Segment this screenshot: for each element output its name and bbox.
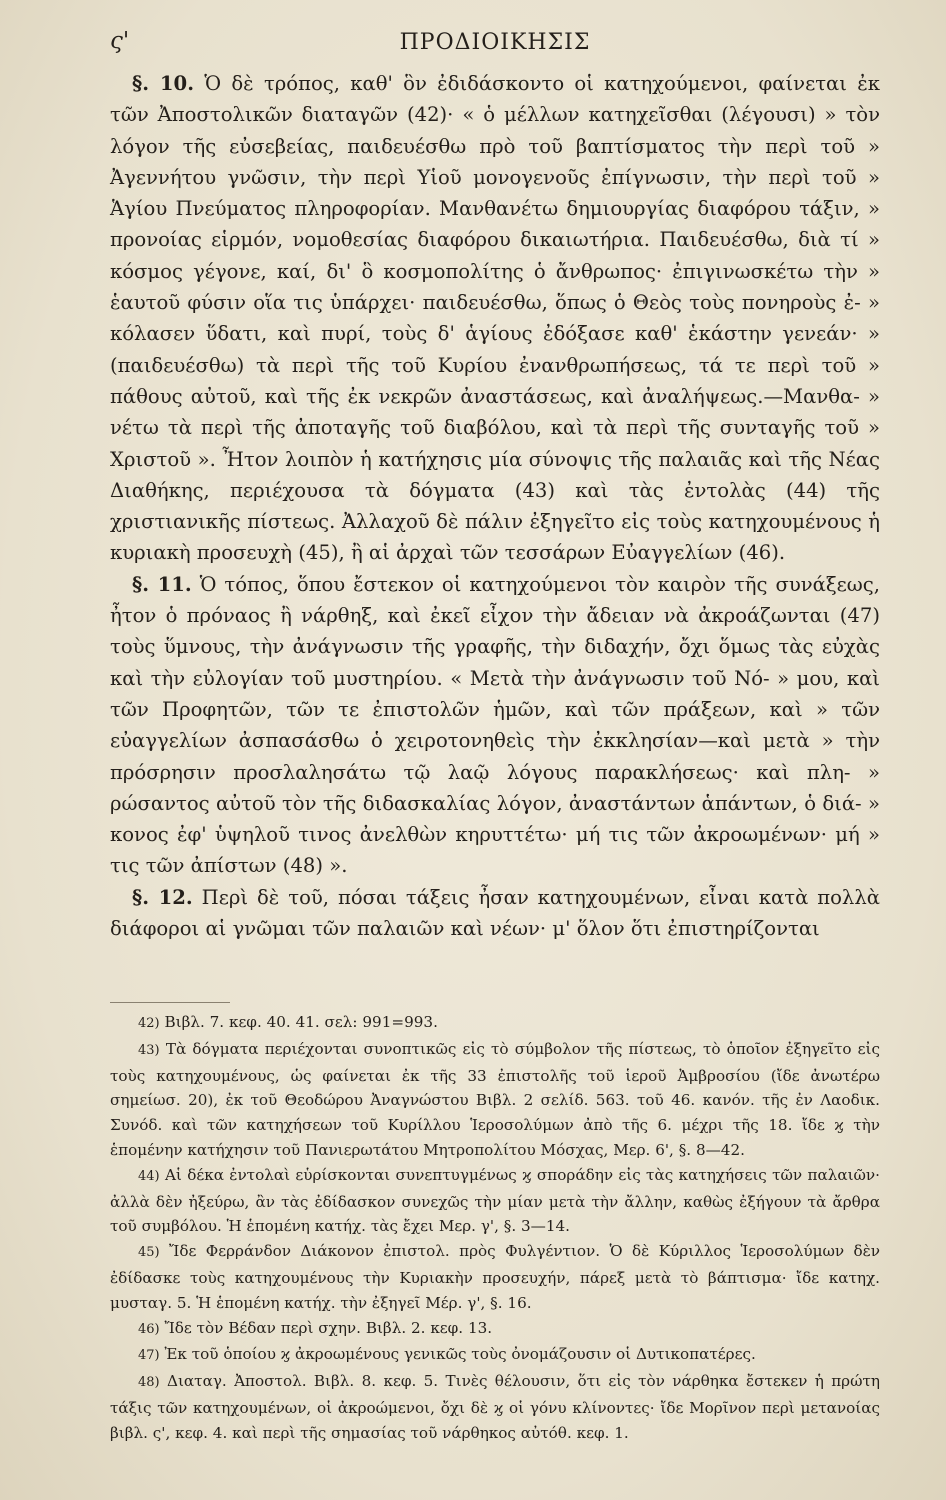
section-11 [110, 569, 880, 882]
section-text: Περὶ δὲ τοῦ, πόσαι τάξεις ἦσαν κατηχουμένων, εἶναι κατὰ πολλὰ διάφοροι αἱ γνῶμαι τῶν παλαιῶν καὶ νέων· μ' ὅλον ὅτι ἐπιστηρίζονται [110, 885, 880, 941]
section-text: Ὁ δὲ τρόπος, καθ' ὃν ἐδιδάσκοντο οἱ κατηχούμενοι, φαίνεται ἐκ τῶν Ἀποστολικῶν διαταγῶν (42)· « ὁ μέλλων κατηχεῖσθαι (λέγουσι) » τὸν λόγον τῆς εὐσεβείας, παιδευέσθω πρὸ τοῦ βαπτίσματος τὴν περὶ τοῦ » Ἀγεννήτου γνῶσιν, τὴν περὶ Υἱοῦ μονογενοῦς ἐπίγνωσιν, τὴν περὶ τοῦ » Ἁγίου Πνεύματος πληροφορίαν. Μανθανέτω δημιουργίας διαφόρου τάξιν, » προνοίας εἱρμόν, νομοθεσίας διαφόρου δικαιωτήρια. Παιδευέσθω, διὰ τί » κόσμος γέγονε, καί, δι' ὃ κοσμοπολίτης ὁ ἄνθρωπος· ἐπιγινωσκέτω τὴν » ἑαυτοῦ φύσιν οἵα τις ὑπάρχει· παιδευέσθω, ὅπως ὁ Θεὸς τοὺς πονηροὺς ἐ- » κόλασεν ὕδατι, καὶ πυρί, τοὺς δ' ἁγίους ἐδόξασε καθ' ἑκάστην γενεάν· » (παιδευέσθω) τὰ περὶ τῆς τοῦ Κυρίου ἐνανθρωπήσεως, τά τε περὶ τοῦ » πάθους αὐτοῦ, καὶ τῆς ἐκ νεκρῶν ἀναστάσεως, καὶ ἀναλήψεως.—Μανθα- » νέτω τὰ περὶ τῆς ἀποταγῆς τοῦ διαβόλου, καὶ τὰ περὶ τῆς συνταγῆς τοῦ » Χριστοῦ ». Ἦτον λοιπὸν ἡ κατήχησις μία σύνοψις τῆς παλαιᾶς καὶ τῆς Νέας Διαθήκης, περιέχουσα τὰ δόγματα (43) καὶ τὰς ἐντολὰς (44) τῆς χριστιανικῆς πίστεως. Ἀλλαχοῦ δὲ πάλιν ἐξηγεῖτο εἰς τοὺς κατηχουμένους ἡ κυριακὴ προσευχὴ (45), ἢ αἱ ἀρχαὶ τῶν τεσσάρων Εὐαγγελίων (46). [110, 72, 880, 565]
footnote-46 [110, 1316, 880, 1343]
footnote-text: Ἐκ τοῦ ὁποίου ϗ ἀκροωμένους γενικῶς τοὺς ὀνομάζουσιν οἱ Δυτικοπατέρες. [164, 1345, 756, 1364]
footnote-number: 43) [138, 1042, 160, 1058]
footnote-text: Τὰ δόγματα περιέχονται συνοπτικῶς εἰς τὸ σύμβολον τῆς πίστεως, τὸ ὁποῖον ἐξηγεῖτο εἰς τοὺς κατηχουμένους, ὡς φαίνεται ἐκ τῆς 33 ἐπιστολῆς τοῦ ἱεροῦ Ἀμβροσίου (ἴδε ἀνωτέρω σημείωσ. 20), ἐκ τοῦ Θεοδώρου Ἀναγνώστου Βιβλ. 2 σελίδ. 563. τοῦ 46. κανόν. τῆς ἐν Λαοδικ. Συνόδ. καὶ τῶν κατηχήσεων τοῦ Κυρίλλου Ἱεροσολύμων ἀπὸ τῆς 6. μέχρι τῆς 18. ἴδε ϗ τὴν ἑπομένην κατήχησιν τοῦ Πανιερωτάτου Μητροπολίτου Μόσχας, Μερ. 6', §. 8—42. [110, 1039, 881, 1159]
footnote-number: 46) [138, 1321, 160, 1337]
footnote-number: 45) [138, 1245, 160, 1261]
section-number: §. 12. [132, 885, 193, 909]
footnote-number: 48) [138, 1375, 160, 1391]
main-text [110, 68, 880, 944]
footnote-text: Αἱ δέκα ἐντολαὶ εὑρίσκονται συνεπτυγμένως ϗ σποράδην εἰς τὰς κατηχήσεις τῶν παλαιῶν· ἀλλὰ δὲν ἠξεύρω, ἂν τὰς ἐδίδασκον συνεχῶς τὴν μίαν μετὰ τὴν ἄλλην, καθὼς ἐξήγουν τὰ ἄρθρα τοῦ συμβόλου. Ἡ ἑπομένη κατήχ. τὰς ἔχει Μερ. γ', §. 3—14. [110, 1165, 880, 1236]
footnotes [110, 1010, 880, 1446]
footnote-42 [110, 1010, 880, 1037]
page-header [110, 28, 880, 58]
footnote-text: Βιβλ. 7. κεφ. 40. 41. σελ: 991=993. [164, 1013, 438, 1031]
section-12 [110, 882, 880, 945]
section-number: §. 10. [132, 72, 195, 95]
section-number: §. 11. [132, 572, 192, 596]
section-text: Ὁ τόπος, ὅπου ἔστεκον οἱ κατηχούμενοι τὸν καιρὸν τῆς συνάξεως, ἦτον ὁ πρόναος ἢ νάρθηξ, καὶ ἐκεῖ εἶχον τὴν ἄδειαν νὰ ἀκροάζωνται (47) τοὺς ὕμνους, τὴν ἀνάγνωσιν τῆς γραφῆς, τὴν διδαχήν, ὄχι ὅμως τὰς εὐχὰς καὶ τὴν εὐλογίαν τοῦ μυστηρίου. « Μετὰ τὴν ἀνάγνωσιν τοῦ Νό- » μου, καὶ τῶν Προφητῶν, τῶν τε ἐπιστολῶν ἡμῶν, καὶ τῶν πράξεων, καὶ » τῶν εὐαγγελίων ἀσπασάσθω ὁ χειροτονηθεὶς τὴν ἐκκλησίαν—καὶ μετὰ » τὴν πρόσρησιν προσλαλησάτω τῷ λαῷ λόγους παρακλήσεως· καὶ πλη- » ρώσαντος αὐτοῦ τὸν τῆς διδασκαλίας λόγον, ἀναστάντων ἁπάντων, ὁ διά- » κονος ἐφ' ὑψηλοῦ τινος ἀνελθὼν κηρυττέτω· μή τις τῶν ἀκροωμένων· μή » τις τῶν ἀπίστων (48) ». [110, 572, 880, 878]
running-head: ΠΡΟΔΙΟΙΚΗΣΙΣ [399, 30, 591, 55]
footnote-47 [110, 1342, 880, 1369]
page-number: ς' [110, 28, 130, 54]
footnote-number: 44) [138, 1168, 160, 1184]
footnote-44 [110, 1163, 880, 1239]
footnote-text: Διαταγ. Ἀποστολ. Βιβλ. 8. κεφ. 5. Τινὲς θέλουσιν, ὅτι εἰς τὸν νάρθηκα ἔστεκεν ἡ πρώτη τάξις τῶν κατηχουμένων, οἱ ἀκροώμενοι, ὄχι δὲ ϗ οἱ γόνυ κλίνοντες· ἴδε Μορῖνον περὶ μετανοίας βιβλ. ς', κεφ. 4. καὶ περὶ τῆς σημασίας τοῦ νάρθηκος αὐτόθ. κεφ. 1. [110, 1372, 880, 1442]
footnote-number: 42) [138, 1016, 160, 1031]
footnote-divider [110, 1002, 230, 1003]
footnote-45 [110, 1239, 880, 1315]
footnote-number: 47) [138, 1348, 160, 1364]
section-10 [110, 68, 880, 569]
footnote-text: Ἴδε Φερράνδον Διάκονον ἐπιστολ. πρὸς Φυλγέντιον. Ὁ δὲ Κύριλλος Ἱεροσολύμων δὲν ἐδίδασκε τοὺς κατηχουμένους τὴν Κυριακὴν προσευχήν, πάρεξ μετὰ τὸ βάπτισμα· ἴδε κατηχ. μυσταγ. 5. Ἡ ἑπομένη κατήχ. τὴν ἐξηγεῖ Μέρ. γ', §. 16. [110, 1242, 880, 1312]
footnote-48 [110, 1369, 880, 1445]
footnote-43 [110, 1037, 880, 1163]
footnote-text: Ἴδε τὸν Βέδαν περὶ σχην. Βιβλ. 2. κεφ. 13. [164, 1318, 493, 1337]
